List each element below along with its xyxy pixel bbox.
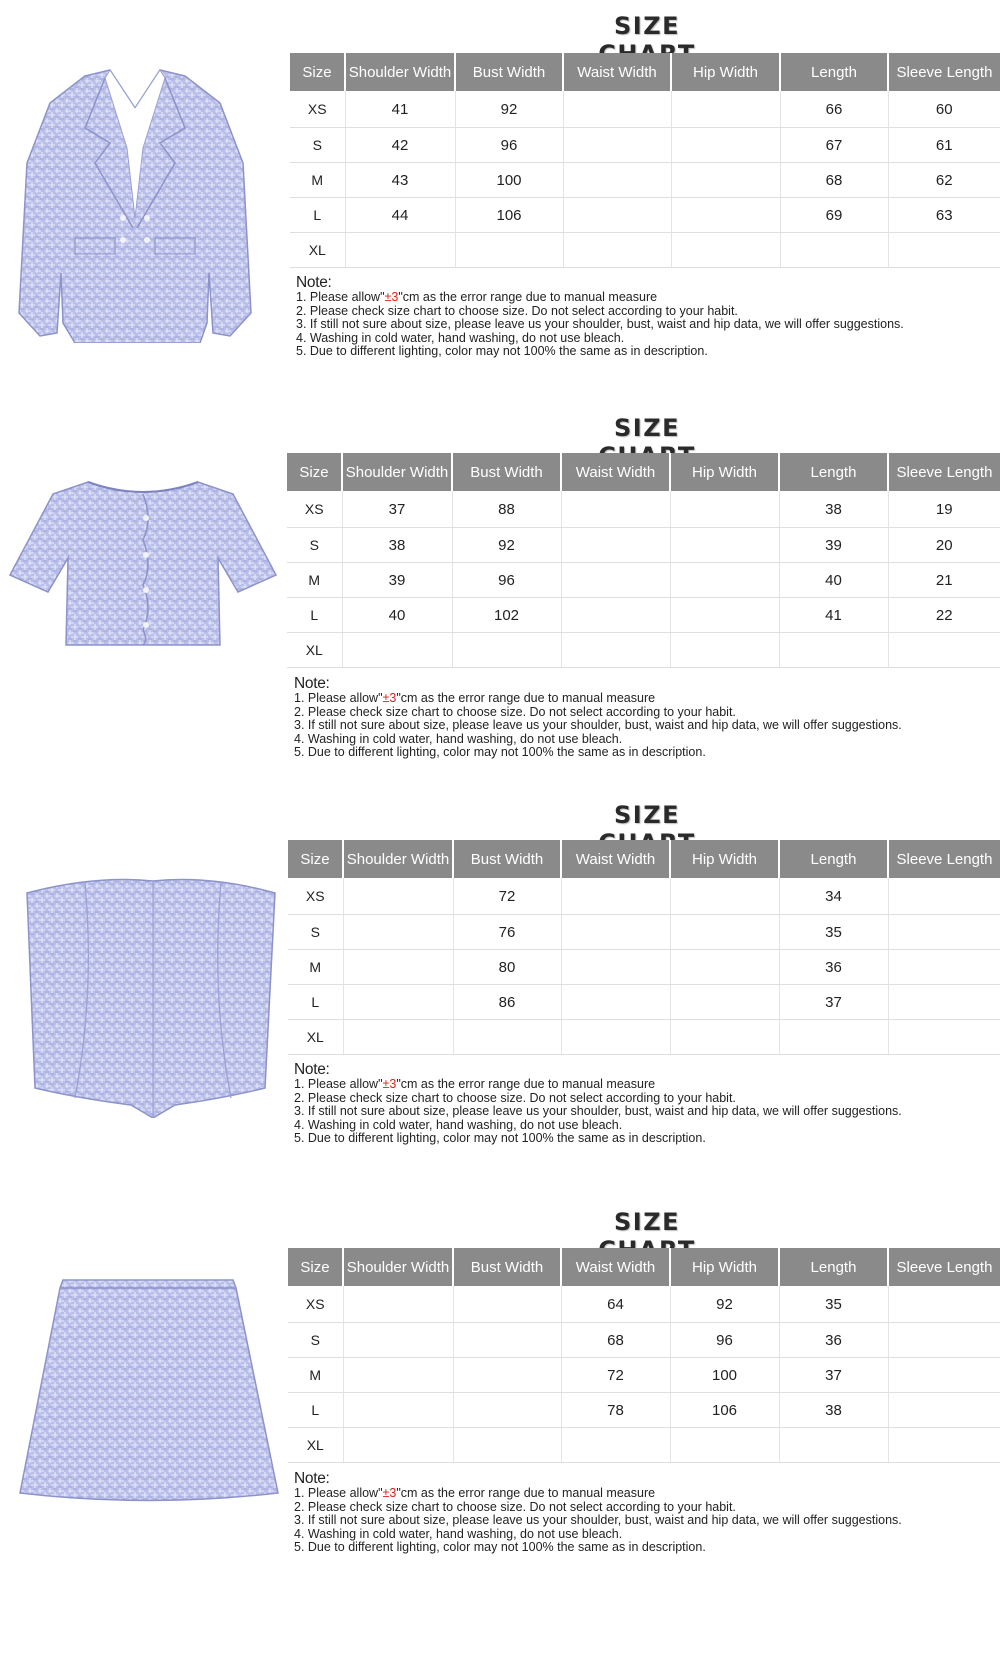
table-cell: 39: [342, 563, 452, 598]
table-cell: [561, 985, 670, 1020]
table-cell: [670, 878, 779, 915]
table-cell: [563, 163, 671, 198]
col-header-bust-width: Bust Width: [453, 840, 561, 878]
size-cell: S: [288, 915, 343, 950]
table-cell: [888, 233, 1000, 268]
error-range-value: ±3: [382, 1077, 397, 1091]
size-cell: XL: [288, 1020, 343, 1055]
col-header-length: Length: [779, 840, 888, 878]
table-cell: 72: [561, 1358, 670, 1393]
table-cell: 72: [453, 878, 561, 915]
note-line-1: 1. Please allow"±3"cm as the error range due to manual measure: [294, 1077, 656, 1091]
table-cell: 36: [779, 950, 888, 985]
table-cell: [671, 163, 780, 198]
size-chart-section-1: [0, 0, 1000, 370]
col-header-waist-width: Waist Width: [561, 840, 670, 878]
table-cell: 96: [452, 563, 561, 598]
note-line-3: 3. If still not sure about size, please leave us your shoulder, bust, waist and hip data, we will offer suggestions.: [294, 1104, 902, 1119]
table-cell: [343, 1323, 453, 1358]
table-cell: [888, 1358, 1000, 1393]
table-row: [287, 491, 1000, 528]
note-heading: Note:: [294, 675, 330, 692]
note-line-4: 4. Washing in cold water, hand washing, do not use bleach.: [296, 330, 625, 345]
table-cell: 40: [342, 598, 452, 633]
table-cell: [563, 233, 671, 268]
table-cell: [453, 1323, 561, 1358]
table-cell: 41: [779, 598, 888, 633]
size-table: [288, 840, 1000, 1055]
table-cell: 92: [452, 528, 561, 563]
table-cell: 67: [780, 128, 888, 163]
table-row: [288, 1393, 1000, 1428]
size-cell: XL: [290, 233, 345, 268]
table-cell: [561, 563, 670, 598]
table-cell: 41: [345, 91, 455, 128]
note-line-4: 4. Washing in cold water, hand washing, do not use bleach.: [294, 1526, 623, 1541]
col-header-hip-width: Hip Width: [670, 840, 779, 878]
table-row: [288, 1286, 1000, 1323]
col-header-shoulder-width: Shoulder Width: [345, 53, 455, 91]
note-line-1: 1. Please allow"±3"cm as the error range due to manual measure: [294, 1486, 656, 1500]
col-header-waist-width: Waist Width: [561, 453, 670, 491]
table-cell: [343, 1020, 453, 1055]
size-cell: M: [290, 163, 345, 198]
table-cell: 92: [670, 1286, 779, 1323]
table-cell: [670, 915, 779, 950]
table-cell: [343, 1393, 453, 1428]
size-note: [294, 1061, 902, 1146]
note-heading: Note:: [296, 274, 332, 291]
table-row: [287, 528, 1000, 563]
table-cell: 63: [888, 198, 1000, 233]
cropped-jacket-icon: [8, 480, 278, 652]
size-cell: XS: [288, 878, 343, 915]
chart-title: SIZE: [613, 801, 680, 829]
table-row: [287, 598, 1000, 633]
table-cell: 61: [888, 128, 1000, 163]
table-cell: 37: [779, 1358, 888, 1393]
size-note: [294, 675, 902, 760]
table-cell: [671, 233, 780, 268]
size-cell: S: [288, 1323, 343, 1358]
table-cell: 96: [670, 1323, 779, 1358]
table-cell: [561, 633, 670, 668]
col-header-waist-width: Waist Width: [561, 1248, 670, 1286]
table-cell: [780, 233, 888, 268]
col-header-bust-width: Bust Width: [452, 453, 561, 491]
col-header-length: Length: [779, 1248, 888, 1286]
mini-skirt-icon: [18, 1278, 280, 1503]
table-row: [288, 1323, 1000, 1358]
error-range-value: ±3: [382, 1486, 397, 1500]
size-cell: L: [287, 598, 342, 633]
col-header-sleeve-length: Sleeve Length: [888, 1248, 1000, 1286]
table-cell: [561, 491, 670, 528]
table-cell: [670, 598, 779, 633]
table-cell: [343, 878, 453, 915]
size-cell: S: [290, 128, 345, 163]
note-line-3: 3. If still not sure about size, please leave us your shoulder, bust, waist and hip data, we will offer suggestions.: [294, 1513, 902, 1528]
table-cell: [343, 1428, 453, 1463]
table-cell: 102: [452, 598, 561, 633]
table-cell: [453, 1020, 561, 1055]
table-cell: [670, 563, 779, 598]
col-header-shoulder-width: Shoulder Width: [343, 840, 453, 878]
table-cell: 60: [888, 91, 1000, 128]
table-cell: [343, 985, 453, 1020]
table-cell: [455, 233, 563, 268]
note-line-2: 2. Please check size chart to choose size. Do not select according to your habit.: [294, 1090, 736, 1105]
table-cell: 76: [453, 915, 561, 950]
table-row: [288, 1020, 1000, 1055]
table-cell: [563, 91, 671, 128]
error-range-value: ±3: [382, 691, 397, 705]
table-row: [290, 198, 1000, 233]
table-cell: [888, 950, 1000, 985]
table-row: [288, 985, 1000, 1020]
size-table: [287, 453, 1000, 668]
table-cell: [561, 598, 670, 633]
note-line-4: 4. Washing in cold water, hand washing, do not use bleach.: [294, 1117, 623, 1132]
table-cell: [561, 1020, 670, 1055]
note-line-4: 4. Washing in cold water, hand washing, do not use bleach.: [294, 731, 623, 746]
note-heading: Note:: [294, 1061, 330, 1078]
note-line-5: 5. Due to different lighting, color may not 100% the same as in description.: [296, 344, 708, 359]
note-line-1: 1. Please allow"±3"cm as the error range due to manual measure: [294, 691, 656, 705]
size-table: [288, 1248, 1000, 1463]
table-cell: 22: [888, 598, 1000, 633]
table-cell: [670, 633, 779, 668]
table-cell: 35: [779, 1286, 888, 1323]
table-row: [290, 233, 1000, 268]
table-row: [290, 128, 1000, 163]
size-chart-section-4: [0, 1198, 1000, 1568]
table-cell: [561, 878, 670, 915]
table-cell: 88: [452, 491, 561, 528]
table-cell: [453, 1286, 561, 1323]
table-cell: [888, 878, 1000, 915]
size-cell: M: [288, 950, 343, 985]
table-header-row: [288, 1248, 1000, 1286]
col-header-size: Size: [288, 1248, 343, 1286]
table-row: [287, 563, 1000, 598]
table-cell: [343, 950, 453, 985]
table-cell: [670, 528, 779, 563]
table-cell: [670, 491, 779, 528]
table-cell: [561, 1428, 670, 1463]
size-cell: L: [290, 198, 345, 233]
size-cell: XL: [287, 633, 342, 668]
table-cell: 37: [342, 491, 452, 528]
table-cell: [453, 1393, 561, 1428]
note-line-5: 5. Due to different lighting, color may not 100% the same as in description.: [294, 1540, 706, 1555]
table-row: [288, 1428, 1000, 1463]
table-cell: 100: [670, 1358, 779, 1393]
table-row: [288, 950, 1000, 985]
table-cell: [343, 1358, 453, 1393]
table-cell: 86: [453, 985, 561, 1020]
table-cell: [671, 128, 780, 163]
size-cell: XS: [288, 1286, 343, 1323]
table-cell: 19: [888, 491, 1000, 528]
table-cell: 38: [779, 1393, 888, 1428]
table-cell: 62: [888, 163, 1000, 198]
table-cell: [779, 1020, 888, 1055]
col-header-sleeve-length: Sleeve Length: [888, 840, 1000, 878]
table-cell: [779, 1428, 888, 1463]
size-chart-section-3: [0, 788, 1000, 1158]
table-cell: [561, 528, 670, 563]
table-cell: [670, 1020, 779, 1055]
table-cell: [888, 1428, 1000, 1463]
table-cell: 37: [779, 985, 888, 1020]
note-line-3: 3. If still not sure about size, please leave us your shoulder, bust, waist and hip data, we will offer suggestions.: [294, 718, 902, 733]
table-cell: 38: [779, 491, 888, 528]
table-cell: [453, 1428, 561, 1463]
table-cell: 96: [455, 128, 563, 163]
col-header-hip-width: Hip Width: [670, 1248, 779, 1286]
table-cell: [671, 198, 780, 233]
table-cell: [345, 233, 455, 268]
table-cell: [671, 91, 780, 128]
table-cell: 42: [345, 128, 455, 163]
size-cell: XS: [287, 491, 342, 528]
note-heading: Note:: [294, 1470, 330, 1487]
col-header-sleeve-length: Sleeve Length: [888, 453, 1000, 491]
note-line-2: 2. Please check size chart to choose size. Do not select according to your habit.: [294, 1499, 736, 1514]
table-cell: [888, 1286, 1000, 1323]
col-header-hip-width: Hip Width: [671, 53, 780, 91]
table-cell: 20: [888, 528, 1000, 563]
table-cell: 68: [561, 1323, 670, 1358]
table-cell: 106: [670, 1393, 779, 1428]
table-cell: [670, 950, 779, 985]
table-cell: 43: [345, 163, 455, 198]
table-cell: [563, 128, 671, 163]
table-cell: 40: [779, 563, 888, 598]
table-cell: 69: [780, 198, 888, 233]
table-cell: [452, 633, 561, 668]
table-cell: 68: [780, 163, 888, 198]
size-table: [290, 53, 1000, 268]
table-cell: 80: [453, 950, 561, 985]
col-header-length: Length: [780, 53, 888, 91]
note-line-1: 1. Please allow"±3"cm as the error range due to manual measure: [296, 290, 658, 304]
size-cell: M: [288, 1358, 343, 1393]
table-cell: [343, 1286, 453, 1323]
table-cell: [342, 633, 452, 668]
table-row: [288, 1358, 1000, 1393]
note-line-5: 5. Due to different lighting, color may not 100% the same as in description.: [294, 1131, 706, 1146]
col-header-shoulder-width: Shoulder Width: [343, 1248, 453, 1286]
size-cell: L: [288, 985, 343, 1020]
size-note: [296, 274, 904, 359]
size-cell: L: [288, 1393, 343, 1428]
table-row: [290, 163, 1000, 198]
table-cell: 100: [455, 163, 563, 198]
size-cell: XL: [288, 1428, 343, 1463]
table-header-row: [290, 53, 1000, 91]
table-cell: 35: [779, 915, 888, 950]
col-header-size: Size: [288, 840, 343, 878]
col-header-sleeve-length: Sleeve Length: [888, 53, 1000, 91]
table-cell: [343, 915, 453, 950]
error-range-value: ±3: [384, 290, 399, 304]
size-chart-section-2: [0, 400, 1000, 770]
note-line-2: 2. Please check size chart to choose size. Do not select according to your habit.: [294, 704, 736, 719]
table-cell: 78: [561, 1393, 670, 1428]
table-cell: 92: [455, 91, 563, 128]
table-cell: [888, 915, 1000, 950]
table-row: [288, 915, 1000, 950]
col-header-length: Length: [779, 453, 888, 491]
chart-title: SIZE: [613, 12, 680, 40]
table-cell: 39: [779, 528, 888, 563]
table-cell: [888, 633, 1000, 668]
table-cell: [561, 915, 670, 950]
col-header-shoulder-width: Shoulder Width: [342, 453, 452, 491]
note-line-5: 5. Due to different lighting, color may not 100% the same as in description.: [294, 745, 706, 760]
note-line-3: 3. If still not sure about size, please leave us your shoulder, bust, waist and hip data, we will offer suggestions.: [296, 317, 904, 332]
size-cell: XS: [290, 91, 345, 128]
table-cell: [888, 985, 1000, 1020]
table-cell: 36: [779, 1323, 888, 1358]
table-cell: [670, 1428, 779, 1463]
corset-top-icon: [25, 873, 277, 1118]
col-header-bust-width: Bust Width: [455, 53, 563, 91]
size-cell: S: [287, 528, 342, 563]
table-cell: 64: [561, 1286, 670, 1323]
size-cell: M: [287, 563, 342, 598]
table-cell: [453, 1358, 561, 1393]
note-line-2: 2. Please check size chart to choose size. Do not select according to your habit.: [296, 303, 738, 318]
col-header-hip-width: Hip Width: [670, 453, 779, 491]
table-cell: 66: [780, 91, 888, 128]
chart-title: SIZE: [613, 414, 680, 442]
table-cell: [563, 198, 671, 233]
table-row: [287, 633, 1000, 668]
table-cell: 106: [455, 198, 563, 233]
table-cell: [670, 985, 779, 1020]
table-cell: [888, 1393, 1000, 1428]
table-cell: 21: [888, 563, 1000, 598]
size-note: [294, 1470, 902, 1555]
table-cell: [888, 1323, 1000, 1358]
table-cell: 44: [345, 198, 455, 233]
table-row: [288, 878, 1000, 915]
blazer-icon: [15, 68, 255, 343]
table-header-row: [288, 840, 1000, 878]
col-header-waist-width: Waist Width: [563, 53, 671, 91]
table-cell: [561, 950, 670, 985]
table-cell: 34: [779, 878, 888, 915]
col-header-size: Size: [287, 453, 342, 491]
table-cell: 38: [342, 528, 452, 563]
table-cell: [888, 1020, 1000, 1055]
table-header-row: [287, 453, 1000, 491]
col-header-bust-width: Bust Width: [453, 1248, 561, 1286]
table-row: [290, 91, 1000, 128]
chart-title: SIZE: [613, 1208, 680, 1236]
table-cell: [779, 633, 888, 668]
col-header-size: Size: [290, 53, 345, 91]
